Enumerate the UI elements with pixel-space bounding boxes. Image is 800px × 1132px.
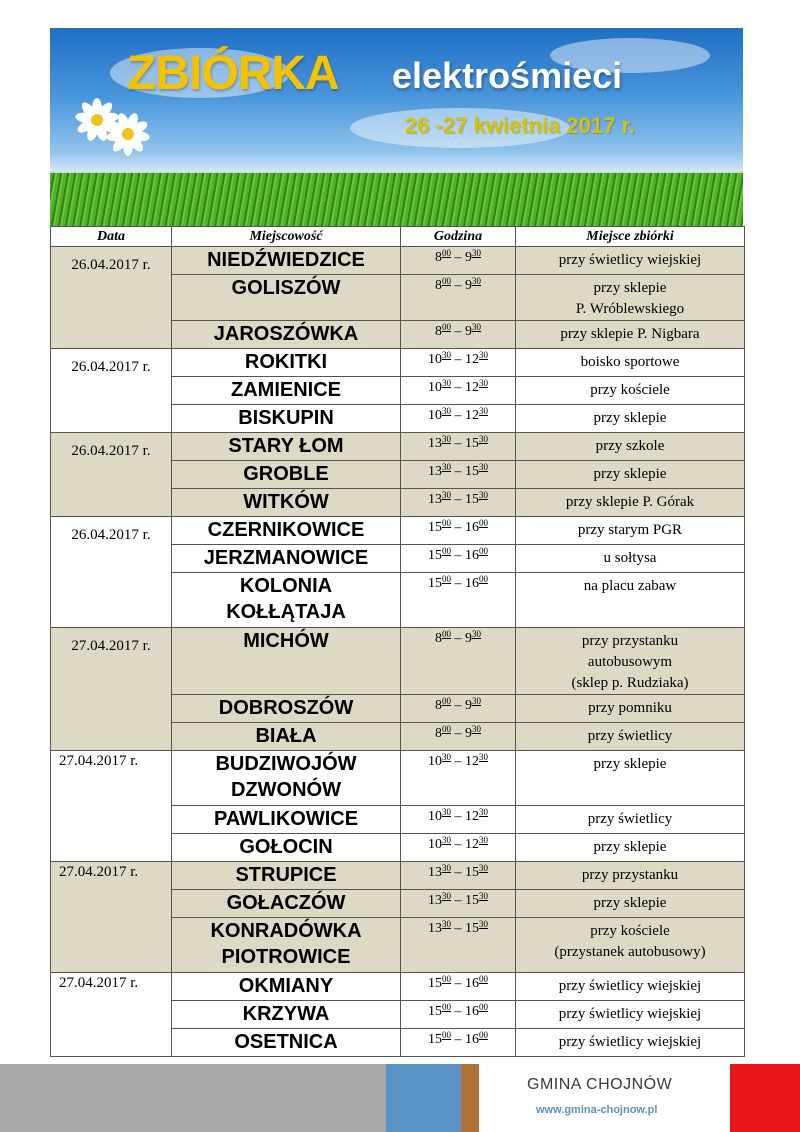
location-cell <box>516 918 745 973</box>
minute-start: 00 <box>442 518 451 528</box>
hour-start: 10 <box>428 809 442 824</box>
column-header: Miejsce zbiórki <box>516 227 745 247</box>
place-name: STRUPICE <box>235 864 337 886</box>
hour-start: 13 <box>428 893 442 908</box>
location-text: (sklep p. Rudziaka) <box>571 675 689 691</box>
hour-cell: $15^{00} - 16^{00}$ <box>401 517 516 545</box>
minute-end: 30 <box>479 835 488 845</box>
place-name: GOŁACZÓW <box>226 892 346 914</box>
location-text: przy sklepie <box>593 466 667 482</box>
grass-image <box>50 173 743 226</box>
hour-end: 9 <box>465 726 472 741</box>
hour-start: 15 <box>428 548 442 563</box>
minute-end: 00 <box>479 518 488 528</box>
minute-start: 30 <box>442 752 451 762</box>
place-cell <box>172 834 401 862</box>
place-cell <box>172 806 401 834</box>
location-text: (przystanek autobusowy) <box>554 944 706 960</box>
place-cell <box>172 695 401 723</box>
schedule-table <box>50 226 745 1057</box>
minute-end: 30 <box>479 863 488 873</box>
location-cell <box>516 890 745 918</box>
hour-cell: $8^{00} - 9^{30}$ <box>401 695 516 723</box>
location-cell <box>516 806 745 834</box>
hour-cell: $8^{00} - 9^{30}$ <box>401 723 516 751</box>
location-text: przy sklepie <box>593 756 667 772</box>
place-name: PAWLIKOWICE <box>213 808 359 830</box>
minute-start: 00 <box>442 629 451 639</box>
hour-end: 9 <box>465 250 472 265</box>
minute-start: 30 <box>442 490 451 500</box>
minute-end: 30 <box>472 724 481 734</box>
hour-start: 15 <box>428 520 442 535</box>
minute-start: 30 <box>442 406 451 416</box>
location-cell <box>516 461 745 489</box>
minute-start: 30 <box>442 350 451 360</box>
place-cell <box>172 321 401 349</box>
table-row <box>51 628 745 695</box>
minute-start: 30 <box>442 807 451 817</box>
minute-end: 30 <box>472 276 481 286</box>
minute-end: 00 <box>479 574 488 584</box>
hour-end: 16 <box>465 548 479 563</box>
minute-start: 30 <box>442 434 451 444</box>
location-cell <box>516 751 745 806</box>
column-header: Data <box>51 227 172 247</box>
location-cell <box>516 862 745 890</box>
hour-start: 8 <box>435 726 442 741</box>
place-cell <box>172 405 401 433</box>
table-row <box>51 751 745 806</box>
place-name: ROKITKI <box>244 351 328 373</box>
location-text: boisko sportowe <box>580 354 680 370</box>
minute-start: 30 <box>442 919 451 929</box>
hour-cell: $10^{30} - 12^{30}$ <box>401 834 516 862</box>
place-cell <box>172 1029 401 1057</box>
place-cell <box>172 862 401 890</box>
minute-start: 00 <box>442 696 451 706</box>
hour-start: 15 <box>428 976 442 991</box>
minute-end: 30 <box>472 629 481 639</box>
hour-end: 12 <box>465 837 479 852</box>
location-text: przy kościele <box>590 382 670 398</box>
hour-cell: $15^{00} - 16^{00}$ <box>401 545 516 573</box>
location-text: P. Wróblewskiego <box>575 301 685 317</box>
place-name: CZERNIKOWICE <box>207 519 365 541</box>
location-cell <box>516 1001 745 1029</box>
hour-end: 9 <box>465 278 472 293</box>
location-text: przy świetlicy wiejskiej <box>558 1006 702 1022</box>
location-text: przy sklepie <box>593 895 667 911</box>
hour-start: 10 <box>428 352 442 367</box>
place-name: BUDZIWOJÓW <box>215 753 357 775</box>
hour-start: 8 <box>435 278 442 293</box>
minute-end: 30 <box>479 490 488 500</box>
hour-end: 15 <box>465 921 479 936</box>
minute-end: 00 <box>479 546 488 556</box>
hour-cell: $10^{30} - 12^{30}$ <box>401 806 516 834</box>
location-text: przy świetlicy <box>587 728 673 744</box>
place-name: GOLISZÓW <box>231 277 341 299</box>
minute-end: 30 <box>472 322 481 332</box>
place-cell <box>172 573 401 628</box>
location-text: przy sklepie <box>593 839 667 855</box>
table-row <box>51 247 745 275</box>
minute-end: 00 <box>479 974 488 984</box>
hour-end: 16 <box>465 1032 479 1047</box>
place-name: JAROSZÓWKA <box>213 323 359 345</box>
location-cell <box>516 275 745 321</box>
location-text: przy świetlicy wiejskiej <box>558 1034 702 1050</box>
minute-start: 00 <box>442 248 451 258</box>
hour-start: 10 <box>428 380 442 395</box>
org-name: GMINA CHOJNÓW <box>527 1076 673 1093</box>
date-cell: 27.04.2017 r. <box>51 973 172 1057</box>
minute-end: 30 <box>472 248 481 258</box>
location-cell <box>516 723 745 751</box>
place-name: KOŁŁĄTAJA <box>226 601 346 623</box>
location-text: przy świetlicy wiejskiej <box>558 978 702 994</box>
hour-cell: $15^{00} - 16^{00}$ <box>401 973 516 1001</box>
hour-start: 13 <box>428 921 442 936</box>
column-header: Godzina <box>401 227 516 247</box>
table-row <box>51 433 745 461</box>
place-cell <box>172 1001 401 1029</box>
place-cell <box>172 723 401 751</box>
place-cell <box>172 918 401 973</box>
hour-start: 13 <box>428 492 442 507</box>
minute-end: 30 <box>479 919 488 929</box>
location-cell <box>516 517 745 545</box>
minute-start: 00 <box>442 574 451 584</box>
hour-start: 13 <box>428 464 442 479</box>
hour-end: 16 <box>465 576 479 591</box>
place-cell <box>172 489 401 517</box>
location-text: na placu zabaw <box>583 578 677 594</box>
place-cell <box>172 349 401 377</box>
place-name: BISKUPIN <box>238 407 334 429</box>
hour-start: 13 <box>428 436 442 451</box>
minute-end: 30 <box>479 378 488 388</box>
location-cell <box>516 433 745 461</box>
minute-end: 30 <box>479 807 488 817</box>
place-cell <box>172 973 401 1001</box>
location-cell <box>516 321 745 349</box>
title-sub: elektrośmieci <box>392 55 623 96</box>
hour-end: 9 <box>465 324 472 339</box>
place-name: JERZMANOWICE <box>203 547 369 569</box>
place-name: PIOTROWICE <box>221 946 351 968</box>
place-name: NIEDŹWIEDZICE <box>207 249 365 271</box>
hour-start: 8 <box>435 631 442 646</box>
minute-end: 30 <box>479 462 488 472</box>
hour-end: 15 <box>465 436 479 451</box>
minute-start: 00 <box>442 724 451 734</box>
place-name: MICHÓW <box>243 630 329 652</box>
hour-end: 12 <box>465 809 479 824</box>
hour-end: 15 <box>465 492 479 507</box>
location-text: przy kościele <box>590 923 670 939</box>
place-name: KONRADÓWKA <box>210 920 362 942</box>
place-cell <box>172 275 401 321</box>
location-text: przy sklepie P. Nigbara <box>560 326 700 342</box>
minute-end: 30 <box>479 752 488 762</box>
location-cell <box>516 573 745 628</box>
place-cell <box>172 461 401 489</box>
location-text: przy starym PGR <box>577 522 683 538</box>
minute-start: 30 <box>442 378 451 388</box>
location-text: przy przystanku <box>581 867 679 883</box>
hour-start: 15 <box>428 576 442 591</box>
hour-end: 12 <box>465 408 479 423</box>
location-text: autobusowym <box>587 654 673 670</box>
hour-cell: $13^{30} - 15^{30}$ <box>401 433 516 461</box>
place-cell <box>172 517 401 545</box>
location-cell <box>516 247 745 275</box>
location-text: przy przystanku <box>581 633 679 649</box>
hour-cell: $15^{00} - 16^{00}$ <box>401 1001 516 1029</box>
minute-start: 00 <box>442 974 451 984</box>
table-row <box>51 349 745 377</box>
hour-end: 12 <box>465 754 479 769</box>
minute-end: 30 <box>479 891 488 901</box>
location-text: przy świetlicy wiejskiej <box>558 252 702 268</box>
title-main: ZBIÓRKA <box>127 47 339 100</box>
table-row <box>51 517 745 545</box>
hour-start: 8 <box>435 250 442 265</box>
hour-cell: $15^{00} - 16^{00}$ <box>401 1029 516 1057</box>
date-cell: 27.04.2017 r. <box>51 862 172 973</box>
hour-cell: $10^{30} - 12^{30}$ <box>401 377 516 405</box>
hour-cell: $13^{30} - 15^{30}$ <box>401 862 516 890</box>
place-name: STARY ŁOM <box>228 435 344 457</box>
hour-end: 12 <box>465 352 479 367</box>
hour-start: 8 <box>435 698 442 713</box>
table-body <box>51 247 745 1057</box>
location-text: przy sklepie P. Górak <box>565 494 695 510</box>
hour-cell: $15^{00} - 16^{00}$ <box>401 573 516 628</box>
minute-start: 00 <box>442 1030 451 1040</box>
place-cell <box>172 628 401 695</box>
footer-bar <box>0 1064 386 1132</box>
minute-end: 00 <box>479 1030 488 1040</box>
minute-end: 30 <box>479 434 488 444</box>
location-cell <box>516 349 745 377</box>
place-name: BIAŁA <box>255 725 317 747</box>
footer-block-brown <box>461 1064 479 1132</box>
place-cell <box>172 433 401 461</box>
location-cell <box>516 973 745 1001</box>
hour-start: 13 <box>428 865 442 880</box>
hour-cell: $10^{30} - 12^{30}$ <box>401 405 516 433</box>
minute-end: 30 <box>479 406 488 416</box>
location-cell <box>516 405 745 433</box>
hour-cell: $10^{30} - 12^{30}$ <box>401 349 516 377</box>
place-name: GROBLE <box>243 463 329 485</box>
date-cell: 27.04.2017 r. <box>51 751 172 862</box>
place-cell <box>172 545 401 573</box>
place-name: WITKÓW <box>243 491 329 513</box>
location-cell <box>516 695 745 723</box>
location-text: przy szkole <box>595 438 665 454</box>
place-cell <box>172 890 401 918</box>
place-name: KRZYWA <box>242 1003 330 1025</box>
hour-start: 10 <box>428 754 442 769</box>
minute-start: 30 <box>442 891 451 901</box>
hour-start: 15 <box>428 1032 442 1047</box>
minute-start: 30 <box>442 462 451 472</box>
minute-end: 30 <box>472 696 481 706</box>
hour-cell: $8^{00} - 9^{30}$ <box>401 247 516 275</box>
hour-cell: $8^{00} - 9^{30}$ <box>401 628 516 695</box>
hour-start: 10 <box>428 837 442 852</box>
location-cell <box>516 489 745 517</box>
location-text: przy sklepie <box>593 410 667 426</box>
hour-cell: $10^{30} - 12^{30}$ <box>401 751 516 806</box>
footer-block-red <box>730 1064 800 1132</box>
location-cell <box>516 834 745 862</box>
hour-end: 12 <box>465 380 479 395</box>
minute-start: 00 <box>442 322 451 332</box>
hour-cell: $13^{30} - 15^{30}$ <box>401 918 516 973</box>
place-cell <box>172 751 401 806</box>
minute-start: 30 <box>442 863 451 873</box>
date-cell: 26.04.2017 r. <box>51 517 172 628</box>
table-row <box>51 862 745 890</box>
minute-start: 00 <box>442 276 451 286</box>
place-name: ZAMIENICE <box>231 379 341 401</box>
location-text: u sołtysa <box>603 550 657 566</box>
place-cell <box>172 247 401 275</box>
hour-cell: $13^{30} - 15^{30}$ <box>401 890 516 918</box>
hour-cell: $13^{30} - 15^{30}$ <box>401 461 516 489</box>
website-link[interactable]: www.gmina-chojnow.pl <box>536 1104 658 1116</box>
date-cell: 26.04.2017 r. <box>51 433 172 517</box>
place-name: DZWONÓW <box>231 779 341 801</box>
location-cell <box>516 377 745 405</box>
hour-end: 9 <box>465 698 472 713</box>
hour-start: 8 <box>435 324 442 339</box>
location-cell <box>516 628 745 695</box>
hour-end: 15 <box>465 865 479 880</box>
hour-cell: $13^{30} - 15^{30}$ <box>401 489 516 517</box>
hour-end: 9 <box>465 631 472 646</box>
minute-end: 30 <box>479 350 488 360</box>
column-header: Miejscowość <box>172 227 401 247</box>
hour-start: 10 <box>428 408 442 423</box>
table-row <box>51 973 745 1001</box>
hour-start: 15 <box>428 1004 442 1019</box>
place-name: OSETNICA <box>234 1031 338 1053</box>
minute-start: 30 <box>442 835 451 845</box>
hour-end: 16 <box>465 1004 479 1019</box>
hour-end: 15 <box>465 893 479 908</box>
location-text: przy sklepie <box>593 280 667 296</box>
place-cell <box>172 377 401 405</box>
hour-end: 16 <box>465 976 479 991</box>
hour-cell: $8^{00} - 9^{30}$ <box>401 275 516 321</box>
place-name: GOŁOCIN <box>239 836 333 858</box>
table-header-row <box>51 227 745 247</box>
minute-start: 00 <box>442 546 451 556</box>
minute-start: 00 <box>442 1002 451 1012</box>
location-cell <box>516 545 745 573</box>
event-dates: 26 -27 kwietnia 2017 r. <box>405 113 635 138</box>
footer-block-blue <box>386 1064 461 1132</box>
place-name: DOBROSZÓW <box>218 697 354 719</box>
place-name: OKMIANY <box>238 975 334 997</box>
hour-cell: $8^{00} - 9^{30}$ <box>401 321 516 349</box>
date-cell: 26.04.2017 r. <box>51 349 172 433</box>
hour-end: 15 <box>465 464 479 479</box>
date-cell: 27.04.2017 r. <box>51 628 172 751</box>
minute-end: 00 <box>479 1002 488 1012</box>
date-cell: 26.04.2017 r. <box>51 247 172 349</box>
hour-end: 16 <box>465 520 479 535</box>
location-cell <box>516 1029 745 1057</box>
location-text: przy świetlicy <box>587 811 673 827</box>
location-text: przy pomniku <box>588 700 672 716</box>
place-name: KOLONIA <box>239 575 333 597</box>
